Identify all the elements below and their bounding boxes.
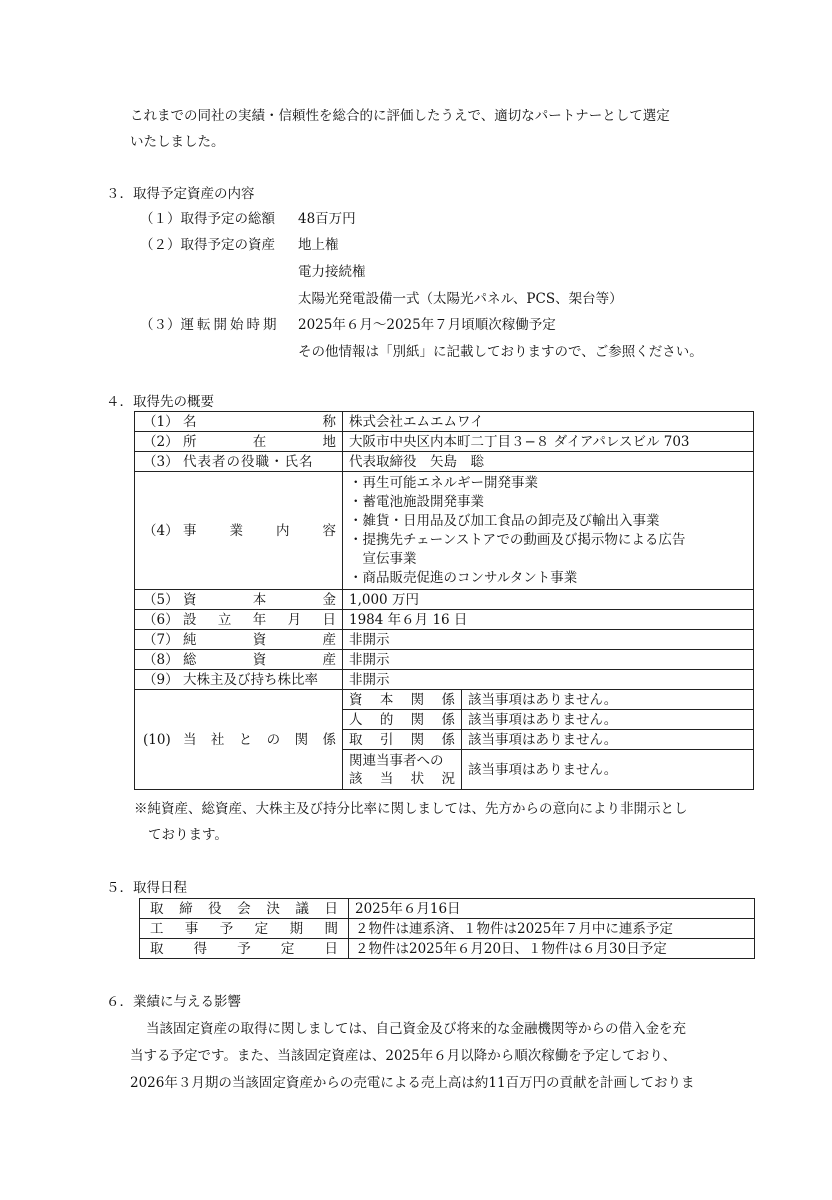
- sec3-item2-label: （２）取得予定の資産: [140, 237, 275, 253]
- row-label: 当 社 と の 関 係: [183, 731, 336, 748]
- relation-key: 資 本 関 係: [349, 691, 455, 708]
- row-num: （2）: [143, 433, 179, 450]
- row-num: (10): [143, 731, 171, 748]
- row-value: 非開示: [343, 630, 754, 650]
- row-value: 1,000 万円: [343, 590, 754, 610]
- sec3-item1-label: （１）取得予定の総額: [140, 211, 275, 227]
- row-label: 大株主及び持ち株比率: [183, 671, 318, 688]
- sec3-item3-label: [140, 313, 286, 333]
- relation-key: 人 的 関 係: [349, 711, 455, 728]
- row-label: 事 業 内 容: [183, 522, 336, 539]
- row-num: （1）: [143, 413, 179, 430]
- schedule-value: ２物件は連系済、１物件は2025年７月中に連系予定: [349, 919, 755, 939]
- sec3-item2-value-1: 地上権: [298, 237, 339, 253]
- row-num: （9）: [143, 671, 179, 688]
- row-label: 所 在 地: [183, 433, 336, 450]
- sec3-item3-text: 運転開始時期: [180, 317, 280, 333]
- list-item: ・蓄電池施設開発事業: [349, 493, 484, 510]
- table-row: [135, 690, 754, 710]
- list-item: ・再生可能エネルギー開発事業: [349, 474, 538, 491]
- list-item: ・商品販売促進のコンサルタント事業: [349, 569, 578, 586]
- schedule-label: 取 締 役 会 決 議 日: [150, 900, 338, 917]
- list-item: ・雑貨・日用品及び加工食品の卸売及び輸出入事業: [349, 512, 660, 529]
- relation-value: 該当事項はありません。: [462, 710, 754, 730]
- row-num: （3）: [143, 453, 179, 470]
- table-row: [135, 650, 754, 670]
- table-row: [135, 610, 754, 630]
- table-row: [140, 939, 755, 959]
- sec3-item2-value-2: 電力接続権: [298, 264, 366, 280]
- table-row: [135, 432, 754, 452]
- section-3-heading: ３．取得予定資産の内容: [106, 186, 255, 202]
- row-value: 大阪市中央区内本町二丁目３−８ ダイアパレスビル 703: [343, 432, 754, 452]
- schedule-table: [139, 898, 755, 959]
- row-label: 資 本 金: [183, 591, 336, 608]
- table-row: [135, 590, 754, 610]
- relation-value: 該当事項はありません。: [462, 750, 754, 790]
- row-num: （5）: [143, 591, 179, 608]
- row-value: 株式会社エムエムワイ: [343, 412, 754, 432]
- relation-key-line-2: 該 当 状 況: [349, 770, 455, 787]
- business-list: [343, 472, 754, 590]
- section-5-heading: ５．取得日程: [106, 880, 187, 896]
- sec3-item1-value: 48百万円: [298, 211, 356, 227]
- sec3-item2-value-3: 太陽光発電設備一式（太陽光パネル、PCS、架台等）: [298, 291, 623, 307]
- row-num: （4）: [143, 522, 179, 539]
- row-label: 代表者の役職・氏名: [183, 453, 314, 470]
- intro-line-1: これまでの同社の実績・信頼性を総合的に評価したうえで、適切なパートナーとして選定: [130, 108, 670, 124]
- row-value: 代表取締役 矢島 聡: [343, 452, 754, 472]
- schedule-value: ２物件は2025年６月20日、１物件は６月30日予定: [349, 939, 755, 959]
- row-label: 純 資 産: [183, 631, 336, 648]
- intro-line-2: いたしました。: [130, 134, 225, 150]
- row-value: 1984 年６月 16 日: [343, 610, 754, 630]
- relation-value: 該当事項はありません。: [462, 690, 754, 710]
- row-num: （6）: [143, 611, 179, 628]
- table-row: [135, 670, 754, 690]
- relation-value: 該当事項はありません。: [462, 730, 754, 750]
- list-item: 宣伝事業: [349, 550, 417, 567]
- table-row: [140, 899, 755, 919]
- row-label: 設 立 年 月 日: [183, 611, 336, 628]
- table-row: [135, 630, 754, 650]
- row-value: 非開示: [343, 650, 754, 670]
- relation-key-line-1: 関連当事者への: [349, 752, 444, 769]
- table-row: [140, 919, 755, 939]
- section-4-heading: ４．取得先の概要: [106, 394, 214, 410]
- row-num: （8）: [143, 651, 179, 668]
- sec6-line-2: 当する予定です。また、当該固定資産は、2025年６月以降から順次稼働を予定しており、: [130, 1048, 677, 1064]
- sec3-item3-value: 2025年６月～2025年７月頃順次稼働予定: [298, 317, 556, 333]
- table-row: [135, 452, 754, 472]
- list-item: ・提携先チェーンストアでの動画及び掲示物による広告: [349, 531, 686, 548]
- schedule-label: 取 得 予 定 日: [150, 940, 338, 957]
- schedule-value: 2025年６月16日: [349, 899, 755, 919]
- sec3-note: その他情報は「別紙」に記載しておりますので、ご参照ください。: [298, 344, 703, 360]
- table-row: [135, 472, 754, 590]
- relation-key: 取 引 関 係: [349, 731, 455, 748]
- row-value: 非開示: [343, 670, 754, 690]
- footnote-line-1: ※純資産、総資産、大株主及び持分比率に関しましては、先方からの意向により非開示とし: [134, 801, 688, 817]
- row-num: （7）: [143, 631, 179, 648]
- section-6-heading: ６．業績に与える影響: [106, 994, 241, 1010]
- counterparty-table: [134, 411, 754, 790]
- row-label: 名 称: [183, 413, 336, 430]
- schedule-label: 工 事 予 定 期 間: [150, 920, 338, 937]
- sec3-item3-num: （３）: [140, 317, 181, 333]
- row-label: 総 資 産: [183, 651, 336, 668]
- sec6-line-3: 2026年３月期の当該固定資産からの売電による売上高は約11百万円の貢献を計画しておりま: [130, 1075, 695, 1091]
- sec6-line-1: 当該固定資産の取得に関しましては、自己資金及び将来的な金融機関等からの借入金を充: [146, 1021, 686, 1037]
- footnote-line-2: ております。: [148, 827, 228, 843]
- table-row: [135, 412, 754, 432]
